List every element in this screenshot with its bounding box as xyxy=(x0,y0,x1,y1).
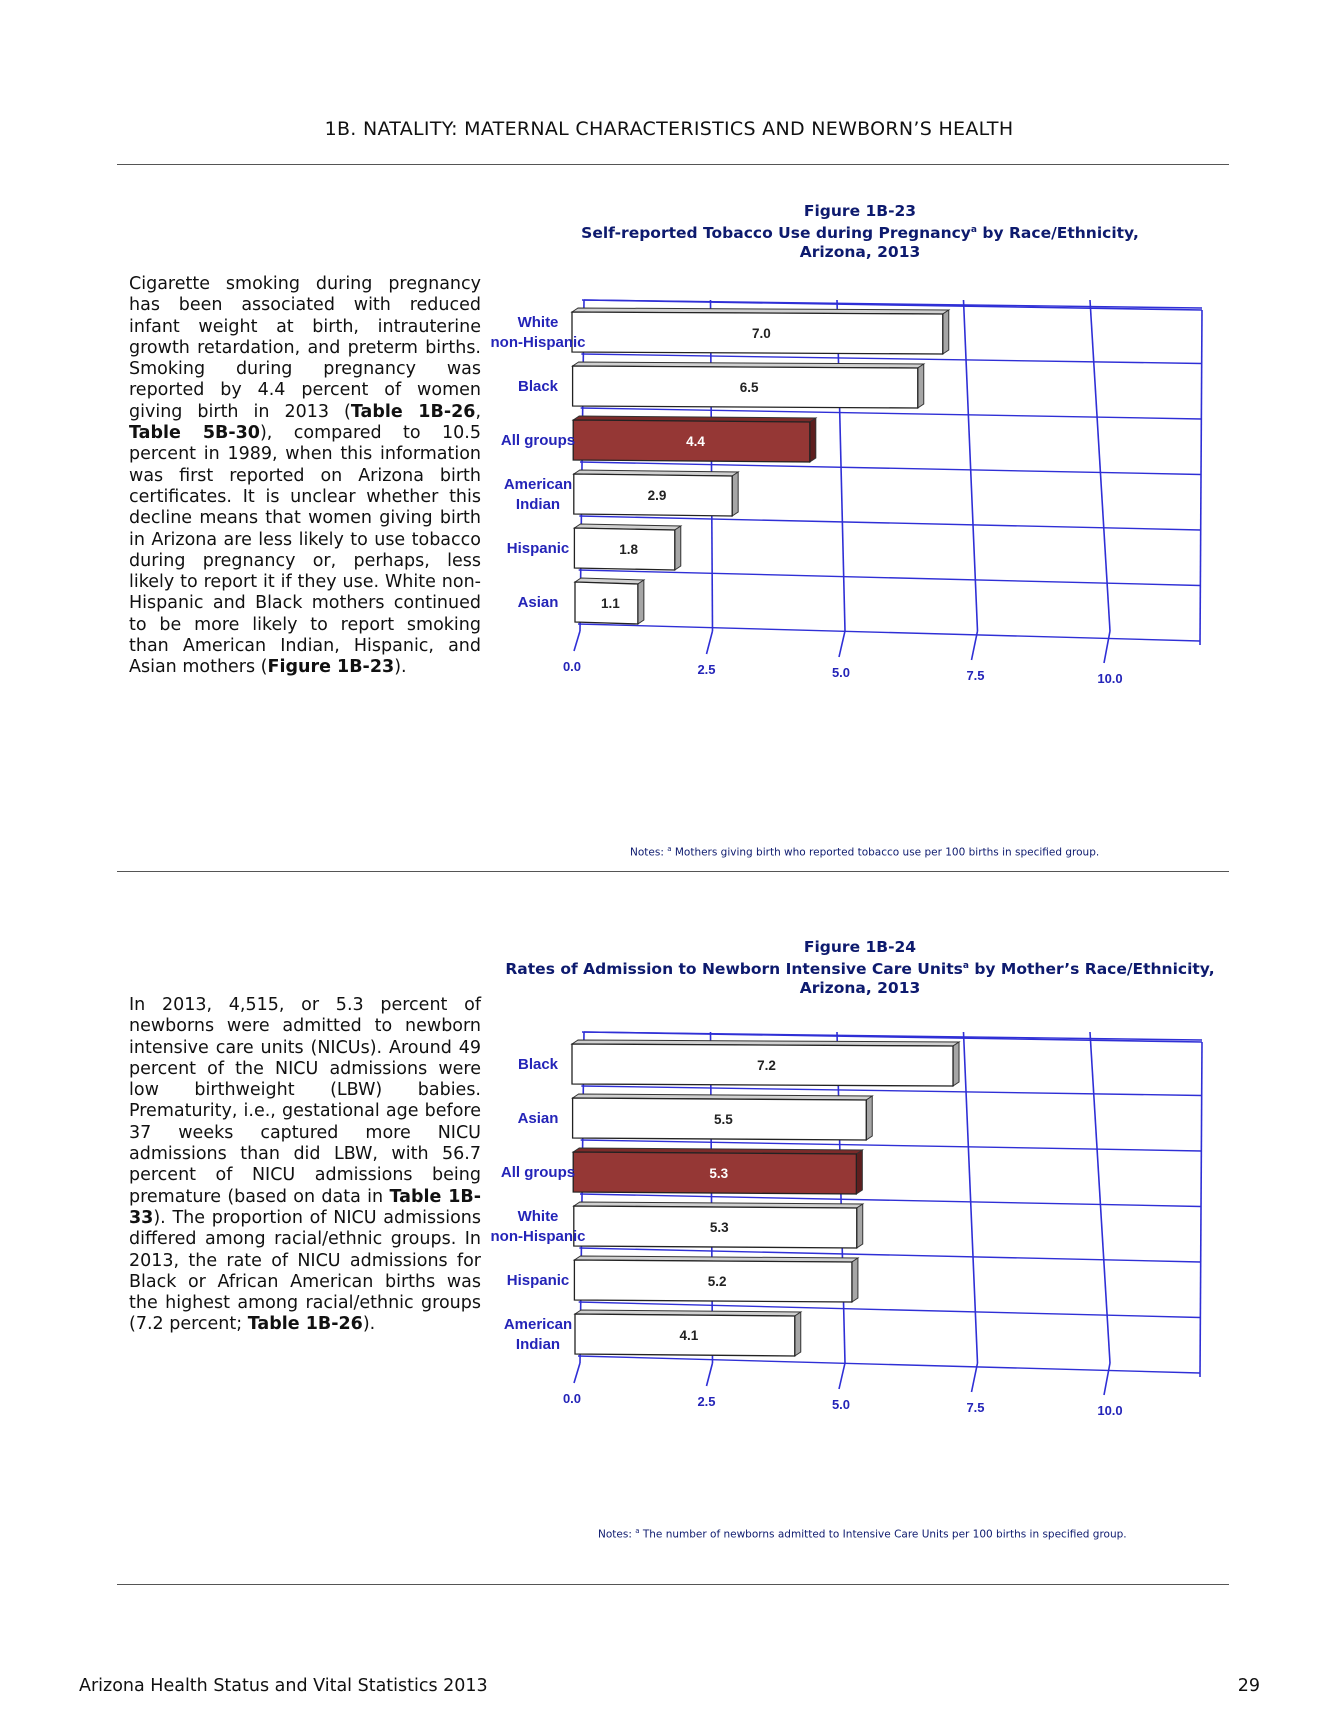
bar-value-label: 2.9 xyxy=(647,488,667,503)
grid-line-horizontal xyxy=(581,1086,1201,1096)
nicu-chart-svg xyxy=(490,1030,1220,1470)
reference-link-text: Table 1B-33 xyxy=(129,1186,481,1228)
bar-value-label: 1.8 xyxy=(619,542,638,557)
axis-tick xyxy=(839,1363,845,1389)
category-label: Asian xyxy=(517,594,559,611)
grid-line-vertical xyxy=(1090,300,1110,631)
bar-value-label: 5.3 xyxy=(709,1166,729,1181)
category-label: White xyxy=(517,1208,559,1225)
tobacco-chart-svg xyxy=(490,298,1220,738)
category-label: Hispanic xyxy=(506,1272,570,1289)
grid-line-horizontal xyxy=(578,624,1200,641)
x-tick-label: 2.5 xyxy=(697,1394,716,1409)
reference-link-text: Table 1B-26 xyxy=(350,401,476,422)
figure-number: Figure 1B-24 xyxy=(803,938,917,956)
plot-frame xyxy=(1200,310,1202,645)
bar-value-label: 5.3 xyxy=(709,1220,729,1235)
grid-line-vertical xyxy=(1090,1032,1110,1363)
figure-1b-23-title xyxy=(560,202,1160,262)
x-tick-label: 2.5 xyxy=(697,662,716,677)
bar-side-face xyxy=(866,1096,872,1140)
axis-tick xyxy=(574,1363,580,1383)
page-header: 1B. NATALITY: MATERNAL CHARACTERISTICS AND NEWBORN’S HEALTH xyxy=(324,118,1014,140)
paragraph-text: ). xyxy=(394,657,407,678)
footer-title: Arizona Health Status and Vital Statistics 2013 xyxy=(79,1676,488,1696)
x-tick-label: 7.5 xyxy=(966,1400,985,1415)
reference-link-text: Figure 1B-23 xyxy=(267,657,395,678)
header-rule xyxy=(117,164,1229,165)
figure-number: Figure 1B-23 xyxy=(803,202,917,220)
nicu-paragraph xyxy=(129,995,481,1336)
x-tick-label: 5.0 xyxy=(831,665,851,680)
category-label: Asian xyxy=(517,1110,559,1127)
category-label: Indian xyxy=(515,1336,561,1353)
note-prefix: Notes: xyxy=(598,1528,636,1541)
paragraph-text: , xyxy=(475,401,482,422)
section-rule xyxy=(117,871,1229,872)
category-label: Black xyxy=(517,378,559,395)
bar-value-label: 7.2 xyxy=(757,1058,776,1073)
figure-title-rest: by Race/Ethnicity, xyxy=(977,224,1139,243)
note-text: Mothers giving birth who reported tobacco use per 100 births in specified group. xyxy=(671,846,1100,859)
paragraph-text: Cigarette smoking during pregnancy has been associated with reduced infant weight at birth, intrauterine growth retardation, and preterm births. Smoking during pregnancy was reported by 4.4 percent of women giving birth in 2013 ( xyxy=(129,274,481,422)
figure-title-main: Self-reported Tobacco Use during Pregnancy xyxy=(581,224,971,243)
note-prefix: Notes: xyxy=(630,846,668,859)
bar-side-face xyxy=(857,1204,863,1248)
bar-side-face xyxy=(852,1258,858,1302)
bar-value-label: 1.1 xyxy=(601,596,620,611)
bar-side-face xyxy=(795,1312,801,1356)
bar-value-label: 5.5 xyxy=(714,1112,733,1127)
bar-side-face xyxy=(810,418,816,462)
category-label: Indian xyxy=(515,496,561,513)
category-label: non-Hispanic xyxy=(490,334,586,351)
note-marker: a xyxy=(667,845,672,853)
category-label: American xyxy=(503,1316,573,1333)
note-text: The number of newborns admitted to Intensive Care Units per 100 births in specified group. xyxy=(639,1528,1127,1541)
grid-line-horizontal xyxy=(578,1356,1200,1373)
axis-tick xyxy=(1104,631,1110,663)
axis-tick xyxy=(707,1363,713,1386)
bar-value-label: 4.4 xyxy=(686,434,705,449)
paragraph-text: ). The proportion of NICU admissions differed among racial/ethnic groups. In 2013, the rate of NICU admissions for Black or African American births was the highest among racial/ethnic groups (7.2 percent; xyxy=(129,1207,481,1335)
category-label: non-Hispanic xyxy=(490,1228,586,1245)
category-label: American xyxy=(503,476,573,493)
paragraph-text: ), compared to 10.5 percent in 1989, when this information was first reported on Arizona birth certificates. It is unclear whether this decline means that women giving birth in Arizona are less likely to use tobacco during pregnancy or, perhaps, less likely to report it if they use. White non-Hispanic and Black mothers continued to be more likely to report smoking than American Indian, Hispanic, and Asian mothers ( xyxy=(129,423,481,678)
figure-1b-24-note xyxy=(598,1527,1127,1541)
bar-side-face xyxy=(943,310,949,354)
category-label: All groups xyxy=(500,1164,576,1181)
bar-side-face xyxy=(675,526,681,570)
axis-tick xyxy=(707,631,713,654)
x-tick-label: 7.5 xyxy=(966,668,985,683)
x-tick-label: 10.0 xyxy=(1097,1403,1123,1418)
bar-side-face xyxy=(953,1042,959,1086)
bar-side-face xyxy=(856,1150,862,1194)
note-marker: a xyxy=(635,1527,640,1535)
page-number: 29 xyxy=(1237,1676,1260,1696)
bar-side-face xyxy=(732,472,738,516)
figure-title-place-year: Arizona, 2013 xyxy=(799,979,921,998)
x-tick-label: 0.0 xyxy=(562,659,582,674)
x-tick-label: 10.0 xyxy=(1097,671,1123,686)
category-label: White xyxy=(517,314,559,331)
figure-title-rest: by Mother’s Race/Ethnicity, xyxy=(968,960,1215,979)
figure-1b-23-note xyxy=(630,845,1099,859)
paragraph-text: In 2013, 4,515, or 5.3 percent of newborns were admitted to newborn intensive care units (NICUs). Around 49 percent of the NICU admissions were low birthweight (LBW) babies. Prematurity, i.e., gestational age before 37 weeks captured more NICU admissions than did LBW, with 56.7 percent of NICU admissions being premature (based on data in xyxy=(129,995,481,1207)
reference-link-text: Table 1B-26 xyxy=(247,1314,363,1335)
x-tick-label: 5.0 xyxy=(831,1397,851,1412)
tobacco-paragraph xyxy=(129,274,481,679)
axis-tick xyxy=(574,631,580,651)
axis-tick xyxy=(1104,1363,1110,1395)
category-label: All groups xyxy=(500,432,576,449)
bar-side-face xyxy=(638,580,644,624)
bar-side-face xyxy=(918,364,924,408)
bar-value-label: 6.5 xyxy=(739,380,759,395)
x-tick-label: 0.0 xyxy=(562,1391,582,1406)
axis-tick xyxy=(839,631,845,657)
figure-1b-24-title xyxy=(480,938,1240,998)
reference-link-text: Table 5B-30 xyxy=(129,423,260,444)
bar-value-label: 7.0 xyxy=(751,326,771,341)
bar-value-label: 5.2 xyxy=(707,1274,727,1289)
figure-title-main: Rates of Admission to Newborn Intensive Care Units xyxy=(505,960,963,979)
tobacco-bar-chart xyxy=(490,298,1220,738)
figure-title-place-year: Arizona, 2013 xyxy=(799,243,921,262)
paragraph-text: ). xyxy=(362,1314,376,1335)
category-label: Hispanic xyxy=(506,540,570,557)
bar-value-label: 4.1 xyxy=(679,1328,699,1343)
footer-rule xyxy=(117,1584,1229,1585)
plot-frame xyxy=(1200,1042,1202,1377)
nicu-bar-chart xyxy=(490,1030,1220,1470)
grid-line-vertical xyxy=(964,1032,978,1363)
grid-line-vertical xyxy=(964,300,978,631)
category-label: Black xyxy=(517,1056,559,1073)
footnote-marker: a xyxy=(962,961,969,971)
footnote-marker: a xyxy=(970,225,977,235)
